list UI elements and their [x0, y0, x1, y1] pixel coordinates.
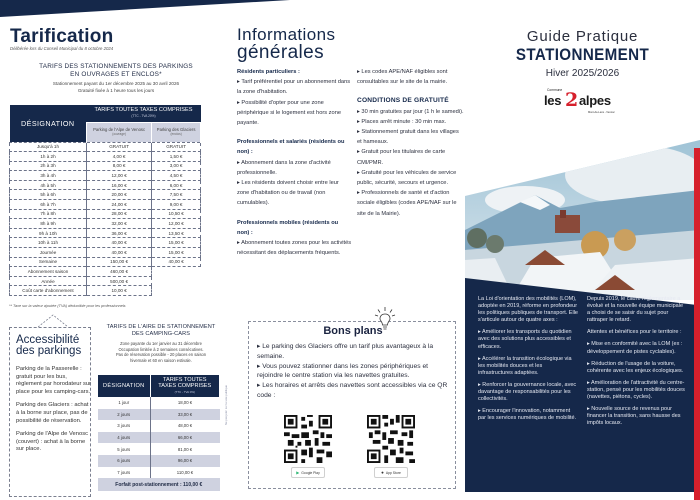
col-tarifs-sub: (TTC - TVA 20%) [131, 114, 156, 119]
table-row [10, 276, 201, 286]
cell-value: 460,00 € [87, 267, 152, 277]
row-label: 10h à 11h [10, 238, 87, 248]
col-tarifs-line: TAXES COMPRISES [158, 383, 212, 389]
col-tarifs-sub: (TTC - TVA 0%) [174, 390, 195, 394]
cell-value: 10,00 € [87, 286, 152, 296]
table-row [98, 432, 220, 444]
section-heading [0, 63, 232, 79]
cell-venosc: 20,00 € [87, 190, 152, 200]
list-item: ▸ Mise en conformité avec la LOM (ex : développement de pistes cyclables). [587, 341, 683, 355]
list-item: ▸ Gratuité pour les véhicules de service public, sécurité, secours et urgence. [357, 169, 457, 187]
cell-venosc: 4,00 € [87, 152, 152, 162]
section-note [0, 81, 232, 94]
row-label: 3 jours [117, 423, 131, 429]
cover-season: Hiver 2025/2026 [545, 68, 620, 79]
parking-tariff-table [9, 105, 201, 296]
informations-column-left [237, 67, 352, 258]
row-label: 7 jours [117, 469, 131, 475]
vertical-note: Ne pas jeter sur la voie publique [224, 385, 228, 425]
row-label: Année [10, 276, 87, 286]
table-row [98, 455, 220, 467]
table-row [10, 267, 201, 277]
row-label: 7h à 8h [10, 209, 87, 219]
empty-cell [152, 276, 201, 286]
parking-venosc-text: Parking de l'Alpe de Venosc (couvert) : achat à la borne sur place. [16, 431, 89, 453]
logo-tag: Mont-de-Lans - Venosc [588, 111, 615, 114]
list-item: ▸ Professionnels de santé et d'action sociale éligibles (codes APE/NAF sur le site de la Mairie). [357, 190, 457, 217]
list-item: ▸ Gratuit pour les titulaires de carte CMI/PMR. [357, 149, 446, 166]
col-venosc [87, 122, 152, 142]
cell-venosc: 40,00 € [87, 248, 152, 258]
row-label: 2h à 3h [10, 161, 87, 171]
cell-value: 33,00 € [150, 409, 220, 421]
table-row [10, 171, 201, 181]
row-label: 1h à 2h [10, 152, 87, 162]
camping-tariff-table [98, 375, 220, 491]
heading-line: TARIFS DE L'AIRE DE STATIONNEMENT [106, 324, 216, 330]
lom-since-2019: Depuis 2019, le cadre réglementaire a évolué et la nouvelle équipe municipale a choisi de se saisir du sujet pour rattraper le retard. [587, 296, 684, 324]
list-item: ▸ Renforcer la gouvernance locale, avec davantage de responsabilités pour les collectivités. [478, 381, 577, 403]
panel-tarification [0, 0, 232, 500]
parking-glaciers-text: Parking des Glaciers : achat à la borne sur place, pas de possibilité de réservation. [16, 402, 89, 424]
title-line: Accessibilité [16, 334, 80, 346]
qr-code-google-play-icon[interactable] [284, 415, 332, 463]
list-item: ▸ Les horaires et arrêts des navettes sont accessibles via ce QR code : [257, 382, 448, 399]
subtitle: Délibérée lors du Conseil Municipal du 8 octobre 2024 [10, 46, 114, 51]
table-row [98, 420, 220, 432]
cell-glaciers: 12,00 € [152, 219, 201, 229]
list-item: ▸ 30 min gratuites par jour (1 h le samedi). [357, 108, 464, 115]
row-label: 9h à 10h [10, 228, 87, 238]
app-store-button[interactable] [374, 467, 408, 478]
col-tarifs [87, 105, 201, 122]
cover-title-main: STATIONNEMENT [515, 46, 650, 64]
cell-glaciers: 7,50 € [152, 190, 201, 200]
list-item: ▸ Les résidents doivent choisir entre leur zone d'habitation ou de travail (non cumulables). [237, 180, 339, 207]
table-row [10, 248, 201, 258]
heading-line: EN OUVRAGES ET ENCLOS* [70, 71, 162, 78]
cell-venosc: 24,00 € [87, 200, 152, 210]
list-item: ▸ Réduction de l'usage de la voiture, cohérente avec les enjeux écologiques. [587, 360, 684, 374]
row-label: Jusqu'à 1h [10, 142, 87, 152]
cell-venosc: 16,00 € [87, 180, 152, 190]
cell-glaciers: 4,50 € [152, 171, 201, 181]
bons-plans-title: Bons plans [323, 325, 383, 337]
table-row [98, 397, 220, 409]
cell-value: 48,00 € [150, 420, 220, 432]
benefits-heading: Attentes et bénéfices pour le territoire : [587, 329, 682, 336]
cell-venosc: 12,00 € [87, 171, 152, 181]
accessibility-box [9, 327, 91, 497]
cell-venosc: GRATUIT [87, 142, 152, 152]
lom-intro: La Loi d'orientation des mobilités (LOM), adoptée en 2019, réforme en profondeur les politiques publiques de transport. Elle s'articule autour de quatre axes : [478, 296, 578, 324]
informations-title [237, 26, 335, 62]
list-item: ▸ Encourager l'innovation, notamment par les services numériques de mobilité. [478, 408, 577, 422]
col-glaciers-note: (enclos) [170, 132, 182, 136]
cell-glaciers: 13,50 € [152, 228, 201, 238]
cell-value: 500,00 € [87, 276, 152, 286]
cell-glaciers: 40,00 € [152, 257, 201, 267]
footnote: ** Taxe sur la valeur ajoutée (TVA) déductible pour les professionnels [9, 304, 126, 308]
cell-glaciers: 6,00 € [152, 180, 201, 190]
residents-heading: Résidents particuliers : [237, 69, 300, 75]
list-item: ▸ Nouvelle source de revenus pour financer la transition, sans hausse des impôts locaux. [587, 406, 681, 427]
row-label: Semaine [10, 257, 87, 267]
logo-commune: Commune [547, 88, 563, 92]
empty-cell [152, 286, 201, 296]
table-row [10, 142, 201, 152]
forfait-row [98, 478, 220, 491]
note-line: Gratuité fixée à 1 heure tous les jours [77, 87, 155, 93]
lom-intro-column [478, 296, 578, 427]
heading-line: TARIFS DES STATIONNEMENTS DES PARKINGS [39, 63, 193, 70]
table-row [10, 257, 201, 267]
google-play-label: Google Play [301, 470, 320, 475]
list-item: ▸ Abonnement toutes zones pour les activités nécessitant des déplacements fréquents. [237, 240, 352, 257]
parking-passerelle-text: Parking de la Passerelle : gratuit pour les bus, règlement par horodateur sur place pour les camping-cars. [16, 366, 92, 395]
google-play-icon: ▶ [296, 470, 300, 475]
lom-benefits-column [587, 296, 687, 432]
table-row [10, 228, 201, 238]
col-venosc-note: (ouvrage) [112, 132, 126, 136]
row-label: Abonnement saison [10, 267, 87, 277]
cell-value: 81,00 € [150, 443, 220, 455]
title-line: Informations [237, 25, 336, 44]
informations-column-right [357, 67, 465, 219]
table-row [10, 286, 201, 296]
table-row [98, 409, 220, 421]
logo-les: les [544, 93, 562, 108]
table-row [10, 190, 201, 200]
cell-glaciers: GRATUIT [152, 142, 201, 152]
cover-title: Guide Pratique [526, 28, 639, 45]
list-item: ▸ Accélérer la transition écologique via les mobilités douces et les infrastructures adaptées. [478, 355, 572, 376]
note-line: Zone payante du 1er janvier au 31 décembre [120, 341, 202, 346]
table-row [10, 180, 201, 190]
col-tarifs [150, 375, 220, 397]
mobiles-heading: Professionnels mobiles (résidents ou non) : [237, 219, 339, 236]
table-row [10, 238, 201, 248]
note-line: Stationnement payant du 1er décembre 2025 au 30 avril 2026 [52, 81, 180, 86]
col-tarifs-line: TARIFS TOUTES [162, 377, 207, 383]
title-line: générales [237, 42, 325, 63]
col-venosc-label: Parking de l'Alpe de Venosc [93, 127, 146, 132]
cell-glaciers: 1,50 € [152, 152, 201, 162]
logo-2: 2 [565, 89, 579, 111]
page-title: Tarification [10, 26, 114, 47]
cell-glaciers: 10,50 € [152, 209, 201, 219]
table-row [10, 200, 201, 210]
les2alpes-logo [543, 88, 633, 122]
cell-glaciers: 15,00 € [152, 238, 201, 248]
row-label: 2 jours [98, 409, 150, 421]
row-label: 5 jours [117, 446, 131, 452]
row-label: Journée [10, 248, 87, 258]
accessibility-title [16, 335, 81, 357]
list-item: ▸ Possibilité d'opter pour une zone périphérique si le logement est hors zone payante. [237, 99, 342, 127]
qr-code-app-store-icon[interactable] [367, 415, 415, 463]
list-item: ▸ Places arrêt minute : 30 min max. [357, 118, 447, 125]
note-line: Occupation limitée à 2 semaines consécutives. [118, 346, 204, 352]
heading-line: DES CAMPING-CARS [131, 330, 191, 337]
cell-venosc: 28,00 € [87, 209, 152, 219]
row-label: 5h à 6h [10, 190, 87, 200]
table-row [98, 467, 220, 479]
title-line: des parkings [16, 345, 82, 357]
google-play-button[interactable] [291, 467, 325, 478]
cell-venosc: 8,00 € [87, 161, 152, 171]
cell-venosc: 40,00 € [87, 238, 152, 248]
accessibility-body [16, 366, 92, 460]
lightbulb-icon [374, 306, 396, 332]
cell-value: 66,00 € [150, 432, 220, 444]
note-line: hivernale et 60 en saison estivale. [130, 357, 192, 363]
row-label: 3h à 4h [10, 171, 87, 181]
list-item: ▸ Le parking des Glaciers offre un tarif plus avantageux à la semaine. [257, 343, 434, 360]
pros-heading: Professionnels et salariés (résidents ou non) : [237, 139, 345, 156]
bons-plans-box [248, 321, 456, 489]
red-accent-strip [694, 148, 700, 500]
forfait-text: Forfait post-stationnement : 110,00 € [98, 478, 220, 491]
apple-icon: ● [381, 470, 384, 475]
row-label: 8h à 9h [10, 219, 87, 229]
note-line: Pas de réservation possible - 20 places en saison [115, 352, 207, 358]
row-label: 6h à 7h [10, 200, 87, 210]
cell-venosc: 150,00 € [87, 257, 152, 267]
list-item: ▸ Stationnement gratuit dans les villages et hameaux. [357, 129, 459, 146]
cell-glaciers: 3,00 € [152, 161, 201, 171]
logo-alpes: alpes [579, 93, 611, 108]
list-item: ▸ Tarif préférentiel pour un abonnement dans la zone d'habitation. [237, 79, 351, 96]
cell-value: 18,00 € [150, 397, 220, 409]
list-item: ▸ Amélioration de l'attractivité du centre-station, pensé pour les mobilités douces (navettes, piétons, cycles). [587, 379, 685, 401]
col-tarifs-label: TARIFS TOUTES TAXES COMPRISES [94, 107, 193, 114]
row-label: Coût carte d'abonnement [10, 286, 87, 296]
cell-value: 96,00 € [150, 455, 220, 467]
row-label: 4h à 5h [10, 180, 87, 190]
list-item: ▸ Vous pouvez stationner dans les zones périphériques et rejoindre le centre station via les navettes gratuites. [257, 362, 429, 380]
table-row [98, 443, 220, 455]
app-store-label: App Store [385, 470, 401, 475]
bons-plans-body [257, 342, 452, 401]
row-label: 6 jours [98, 455, 150, 467]
list-item: ▸ Abonnement dans la zone d'activité professionnelle. [237, 159, 331, 176]
list-item: ▸ Améliorer les transports du quotidien avec des solutions plus accessibles et efficaces. [478, 329, 572, 350]
cell-venosc: 32,00 € [87, 219, 152, 229]
camping-heading [96, 324, 226, 337]
peak-decoration-icon [38, 314, 68, 328]
cell-venosc: 36,00 € [87, 228, 152, 238]
row-label: 1 jour [118, 400, 130, 406]
col-glaciers [152, 122, 201, 142]
cell-value: 110,00 € [150, 467, 220, 479]
empty-cell [152, 267, 201, 277]
cell-glaciers: 15,00 € [152, 248, 201, 258]
table-row [10, 152, 201, 162]
list-item: ▸ Les codes APE/NAF éligibles sont consultables sur le site de la mairie. [357, 69, 448, 86]
col-designation: DÉSIGNATION [98, 375, 150, 397]
table-row [10, 219, 201, 229]
gratuite-heading: CONDITIONS DE GRATUITÉ [357, 97, 449, 105]
camping-note [96, 341, 226, 363]
col-glaciers-label: Parking des Glaciers [156, 127, 196, 132]
col-designation: DÉSIGNATION [10, 105, 87, 142]
row-label: 4 jours [98, 432, 150, 444]
cell-glaciers: 9,00 € [152, 200, 201, 210]
table-row [10, 161, 201, 171]
table-row [10, 209, 201, 219]
